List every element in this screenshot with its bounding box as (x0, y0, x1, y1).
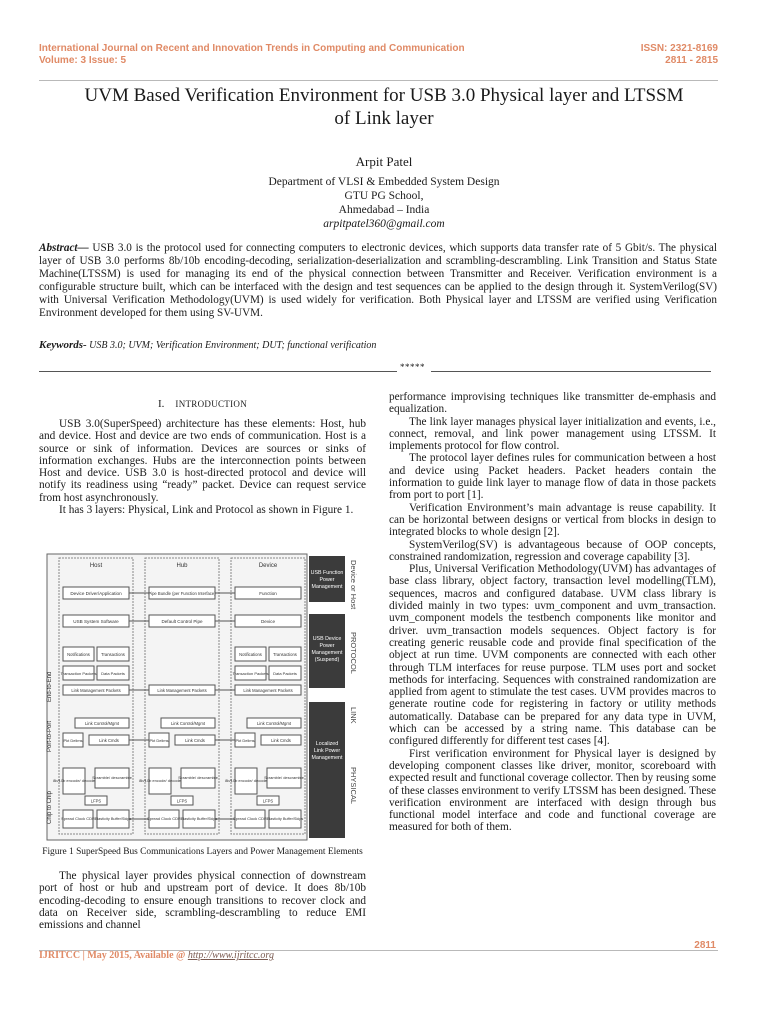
column-hub: Hub (176, 563, 188, 569)
separator-stars: ***** (400, 362, 425, 372)
keywords (39, 339, 376, 351)
section-separator (39, 362, 711, 374)
hub-lfps-label: LFPS (176, 798, 188, 804)
device-spread-label: Spread Clock CDR (233, 816, 267, 821)
author-name: Arpit Patel (355, 154, 413, 169)
affiliation-city: Ahmedabad – India (338, 204, 430, 216)
hub-lmp-label: Link Management Packets (157, 688, 207, 693)
power-box-link (309, 702, 345, 838)
journal-name: International Journal on Recent and Innovation Trends in Computing and Communication (39, 43, 465, 54)
host-scramble-label: Scramble/ descramble (92, 775, 132, 780)
layer-link: LINK (349, 707, 358, 724)
device-label: Device (260, 619, 276, 624)
journal-link[interactable]: http://www.ijritcc.org (187, 950, 274, 961)
host-app-label: Device Driver/Application (70, 591, 122, 596)
power-link-line-2: Link Power (313, 748, 341, 754)
author-email: arpitpatel360@gmail.com (323, 218, 445, 230)
figure-1-diagram (39, 552, 366, 842)
power-link-line-1: Localized (315, 741, 339, 747)
power-function-line-3: Management (311, 584, 343, 590)
device-data-packets-label: Data Packets (273, 671, 297, 676)
device-link-cmds-label: Link Cmds (271, 738, 291, 743)
paragraph: performance improvising techniques like transmitter de-emphasis and equalization. (389, 391, 716, 416)
host-link-ctrl-label: Link Control/Mgmt (85, 721, 119, 726)
affiliation (0, 175, 768, 231)
host-link-cmds-label: Link Cmds (99, 738, 119, 743)
hub-encode-label: 8b/10b encode/ decode (139, 778, 181, 783)
keywords-label: Keywords- (39, 339, 87, 351)
affiliation-school: GTU PG School, (344, 190, 424, 202)
paragraph: SystemVerilog(SV) is advantageous because of OOP concepts, constrained randomization, regression and coverage capability [3]. (389, 538, 716, 563)
device-tx-packets-label: Transaction Packets (232, 671, 269, 676)
column-device: Device (258, 563, 278, 569)
power-function-line-2: Power (319, 577, 335, 583)
device-function-label: Function (259, 591, 277, 596)
device-transactions-label: Transactions (273, 652, 297, 657)
hub-pkt-delims-label: Pkt Delims (149, 738, 169, 743)
issn: ISSN: 2321-8169 (640, 43, 718, 54)
paragraph: The physical layer provides physical connection of downstream port of host or hub and upstream port of device. It does 8b/10b encoding-decoding to ensure enough transitions to recover clock and data on Receiver side, scrambling-descrambling to reduce EMI emissions and channel (39, 870, 366, 932)
title-line-1: UVM Based Verification Environment for USB 3.0 Physical layer and LTSSM (84, 85, 684, 106)
section-title: INTRODUCTION (175, 399, 247, 409)
power-device-line-4: (Suspend) (314, 657, 340, 663)
hub-pipe-bundle-label: Pipe Bundle (per Function Interface) (148, 591, 216, 596)
paragraph: It has 3 layers: Physical, Link and Protocol as shown in Figure 1. (59, 504, 354, 517)
device-pkt-delims-label: Pkt Delims (235, 738, 255, 743)
journal-volume: Volume: 3 Issue: 5 (39, 55, 127, 66)
device-link-ctrl-label: Link Control/Mgmt (257, 721, 291, 726)
separator-line-right (431, 371, 711, 372)
device-scramble-label: Scramble/ descramble (264, 775, 304, 780)
separator-line-left (39, 371, 397, 372)
paragraph: First verification environment for Physical layer is designed by developing component classes like driver, monitor, scoreboard with expected result and functional coverage collector. Then by reusing some of these classes environment to verify LTSSM has been designed. These verification environment are interfaced with design through bus functional model interface and code and functional coverage are measured for both of them. (389, 747, 716, 834)
figure-caption: Figure 1 SuperSpeed Bus Communications Layers and Power Management Elements (42, 847, 363, 857)
left-column-top (39, 418, 366, 516)
host-elasticity-label: Elasticity Buffer/Skips (94, 817, 132, 821)
device-elasticity-label: Elasticity Buffer/Skips (266, 817, 304, 821)
host-notifications-label: Notifications (67, 652, 90, 657)
layer-device-or-host: Device or Host (349, 560, 358, 610)
host-data-packets-label: Data Packets (101, 671, 125, 676)
paragraph: Verification Environment’s main advantage is reuse capability. It can be horizontal between designs or vertical from blocks in design to integrated blocks to whole design [2]. (389, 501, 716, 539)
paragraph: USB 3.0(SuperSpeed) architecture has these elements: Host, hub and device. Host and device are two ends of communication. Host is a source or sink of information. Devices are sources or sinks of information exchanges. Hubs are the interconnection points between Host and device. USB 3.0 is host-directed protocol and device will notify its readiness using “ready” packet. Device can request service from host asynchronously. (39, 418, 366, 504)
section-heading (39, 398, 366, 410)
axis-chip-to-chip: Chip to Chip (47, 790, 53, 824)
host-spread-label: Spread Clock CDR (61, 816, 95, 821)
layer-protocol: PROTOCOL (349, 632, 358, 674)
device-lfps-label: LFPS (262, 798, 274, 804)
power-device-line-1: USB Device (312, 636, 342, 642)
host-encode-label: 8b/10b encode/ decode (53, 778, 95, 783)
affiliation-dept: Department of VLSI & Embedded System Design (268, 176, 500, 188)
power-link-line-3: Management (311, 755, 343, 761)
power-function-line-1: USB Function (310, 570, 344, 576)
issn-header (641, 43, 718, 67)
hub-elasticity-label: Elasticity Buffer/Skips (180, 817, 218, 821)
device-notifications-label: Notifications (239, 652, 262, 657)
page-number: 2811 (694, 940, 716, 951)
column-host: Host (89, 563, 103, 569)
left-column-bottom (39, 870, 366, 931)
hub-default-pipe-label: Default Control Pipe (161, 619, 203, 624)
device-lmp-label: Link Management Packets (243, 688, 293, 693)
hub-link-ctrl-label: Link Control/Mgmt (171, 721, 205, 726)
host-system-software-label: USB System Software (73, 619, 119, 624)
hub-scramble-label: Scramble/ descramble (178, 775, 218, 780)
hub-link-cmds-label: Link Cmds (185, 738, 205, 743)
paragraph: The link layer manages physical layer initialization and events, i.e., connect, removal, and link power management using LTSSM. It implements protocol for flow control. (389, 415, 716, 453)
header-rule (39, 80, 718, 81)
footer (39, 950, 274, 961)
abstract (39, 242, 717, 319)
device-encode-label: 8b/10b encode/ decode (225, 778, 267, 783)
host-lmp-label: Link Management Packets (71, 688, 121, 693)
page-range: 2811 - 2815 (665, 55, 718, 66)
paragraph: Plus, Universal Verification Methodology(UVM) has advantages of base class library, object factory, transaction level modelling(TLM), sequences, macros and configured database. UVM class library is divided mainly in two types: uvm_component and uvm_transaction. uvm_component models the testbench components like monitor and driver. uvm_transaction models sequences. Object factory is for creating generic reusable code and provide final specification of the object at run time. UVM components are connected with each other through TLM interfaces for reuse purpose. TLM uses port and socket methods for interfacing. Sequences with constrained randomization are applied from agent to stimulate the test cases. UVM provides macros to generate routine code for registering in factory or utility methods automatically. Database can be prepared for any data type in UVM, which can be accessed by a string name. This database can be configured differently for different test cases [4]. (389, 563, 716, 748)
title-line-2: of Link layer (334, 108, 434, 129)
paper-title (40, 84, 728, 130)
abstract-label: Abstract— (39, 242, 89, 254)
hub-spread-label: Spread Clock CDR (147, 816, 181, 821)
section-number: I. (157, 398, 165, 410)
host-tx-packets-label: Transaction Packets (60, 671, 97, 676)
paragraph: The protocol layer defines rules for communication between a host and device using Packet headers. Packet headers contain the information to guide link layer to manage flow of data in those packets from port to port [1]. (389, 452, 716, 502)
layer-physical: PHYSICAL (349, 767, 358, 805)
journal-header (39, 43, 465, 67)
power-device-line-2: Power (319, 643, 335, 649)
right-column (389, 391, 716, 834)
host-lfps-label: LFPS (90, 798, 102, 804)
power-device-line-3: Management (311, 650, 343, 656)
abstract-text: USB 3.0 is the protocol used for connecting computers to electronic devices, which supports data transfer rate of 5 Gbit/s. The physical layer of USB 3.0 performs 8b/10b encoding-decoding, serialization-deserialization and scrambling-descrambling. Link Transition and Status State Machine(LTSSM) is used for managing its end of the physical connection between Transmitter and Receiver. Verification environment is a configurable structure built, which can be interfaced with the design and test sequences can be applied to the design through it. SystemVerilog(SV) with Universal Verification Methodology(UVM) is used widely for verification. Both Physical layer and LTSSM are verified using Verification Environment developed for them using SV-UVM. (39, 242, 717, 319)
axis-port-to-port: Port-to-Port (47, 720, 53, 752)
axis-end-to-end: End-to-End (47, 671, 53, 702)
keywords-text: USB 3.0; UVM; Verification Environment; DUT; functional verification (86, 340, 377, 351)
host-pkt-delims-label: Pkt Delims (63, 738, 83, 743)
footer-text: IJRITCC | May 2015, Available @ (39, 950, 188, 961)
host-transactions-label: Transactions (101, 652, 125, 657)
